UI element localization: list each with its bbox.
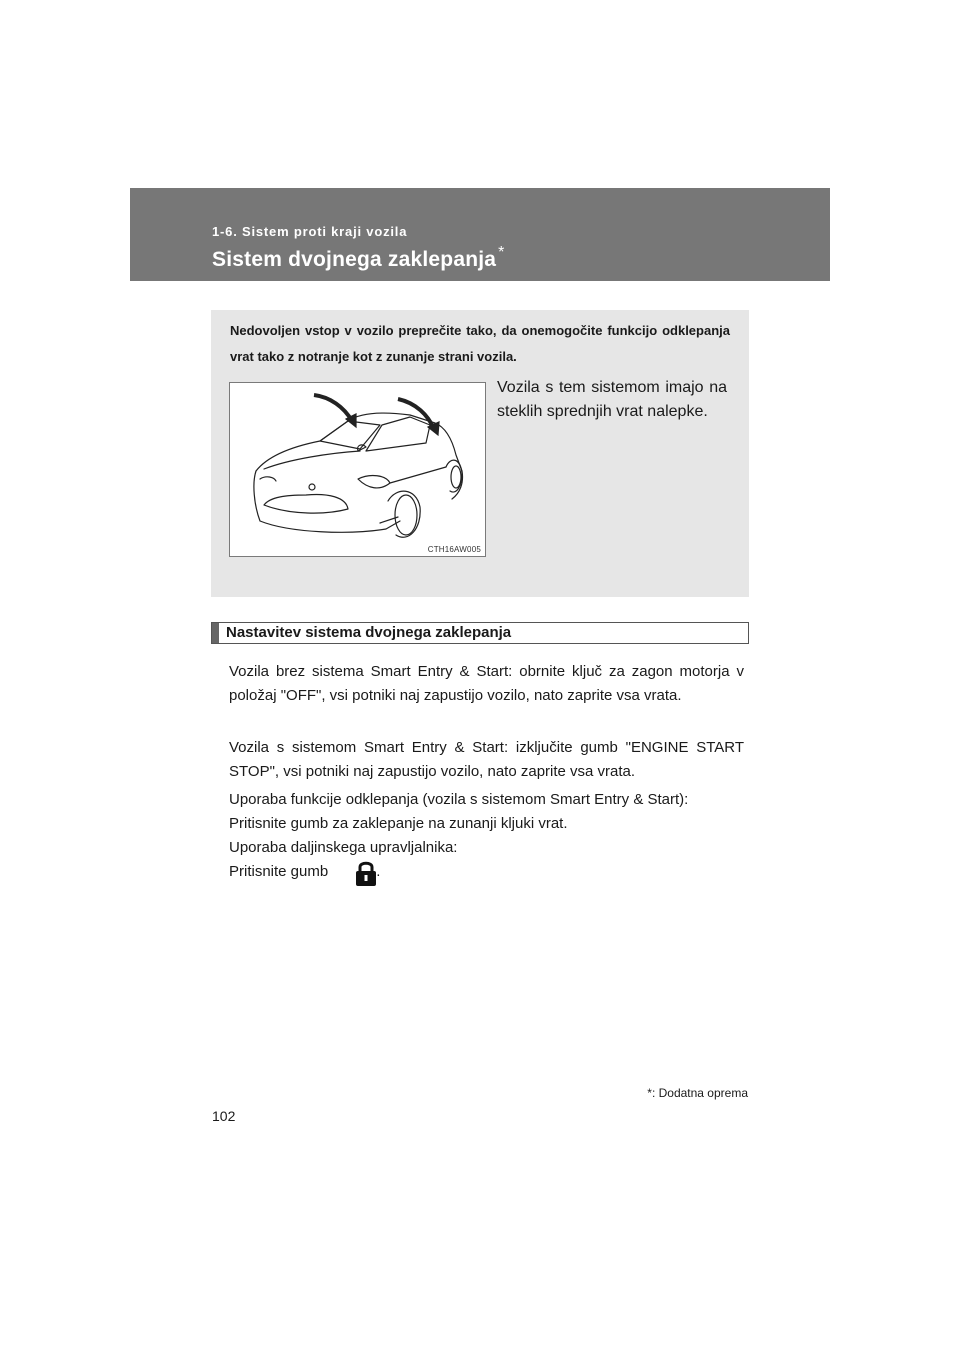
page-number: 102	[212, 1108, 236, 1124]
page-title-text: Sistem dvojnega zaklepanja	[212, 248, 497, 271]
optional-equipment-marker: *	[498, 244, 505, 261]
paragraph-with-smart-entry: Vozila s sistemom Smart Entry & Start: izključite gumb "ENGINE START STOP", vsi potniki naj zapustijo vozilo, nato zaprite vsa vrata.	[229, 739, 744, 780]
lock-icon	[352, 858, 380, 888]
section-label: 1-6. Sistem proti kraji vozila	[212, 224, 408, 239]
page-title	[212, 244, 505, 272]
sticker-note: Vozila s tem sistemom imajo na steklih sprednjih vrat nalepke.	[497, 379, 727, 420]
press-button-period: .	[376, 863, 381, 880]
subheading-text: Nastavitev sistema dvojnega zaklepanja	[226, 624, 512, 641]
door-handle-line: Pritisnite gumb za zaklepanje na zunanji kljuki vrat.	[229, 815, 568, 832]
subheading	[211, 622, 749, 644]
footnote-text: : Dodatna oprema	[651, 1086, 748, 1100]
press-button-text: Pritisnite gumb	[229, 863, 329, 880]
unlock-function-line: Uporaba funkcije odklepanja (vozila s sistemom Smart Entry & Start):	[229, 791, 689, 808]
car-illustration	[229, 382, 486, 557]
paragraph-without-smart-entry: Vozila brez sistema Smart Entry & Start: obrnite ključ za zagon motorja v položaj "OFF", vsi potniki naj zapustijo vozilo, nato zaprite vsa vrata.	[229, 663, 744, 704]
intro-text: Nedovoljen vstop v vozilo preprečite tako, da onemogočite funkcijo odklepanja vrat tako z notranje kot z zunanje strani vozila.	[230, 323, 730, 364]
footnote-marker: *	[647, 1086, 652, 1100]
footnote	[600, 1086, 748, 1100]
image-code: CTH16AW005	[427, 545, 481, 554]
car-drawing	[230, 383, 485, 556]
subheading-bar	[212, 623, 219, 643]
remote-control-line: Uporaba daljinskega upravljalnika:	[229, 839, 458, 856]
